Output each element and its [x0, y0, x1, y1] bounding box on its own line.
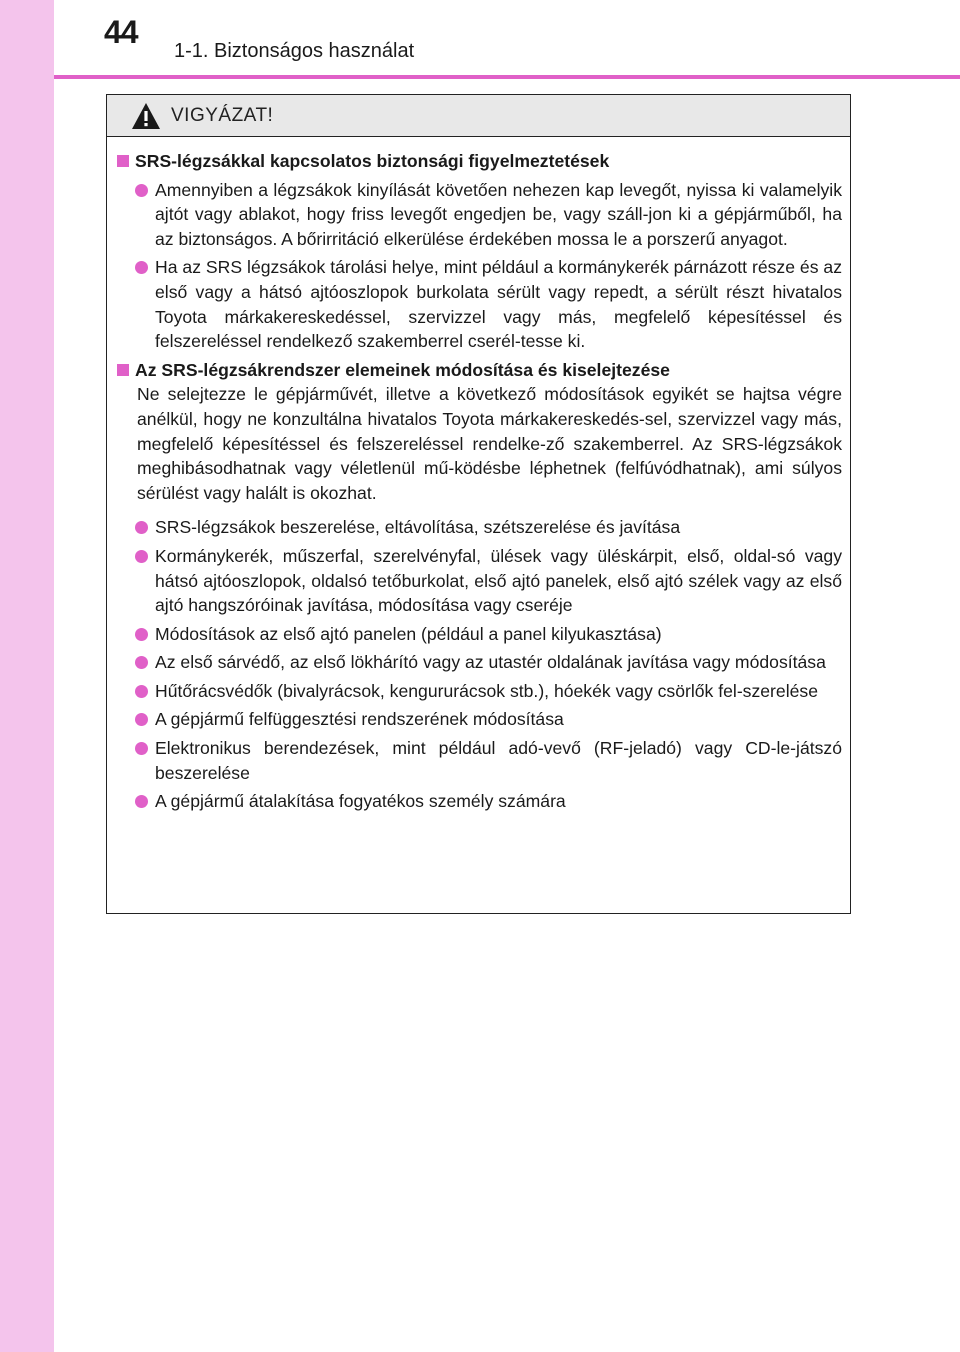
side-color-strip [0, 0, 54, 1352]
circle-bullet-icon [135, 656, 148, 669]
list-item: Elektronikus berendezések, mint például adó-vevő (RF-jeladó) vagy CD-le-játszó beszerelése [117, 736, 842, 785]
circle-bullet-icon [135, 184, 148, 197]
list-item: Amennyiben a légzsákok kinyílását követően nehezen kap levegőt, nyissa ki valamelyik ajtót vagy ablakot, hogy friss levegőt engedjen be, vagy száll-jon ki a gépjárműből, ha az biztonságos. A bőrirritáció elkerülése érdekében mossa le a porszerű anyagot. [117, 178, 842, 252]
intro-paragraph: Ne selejtezze le gépjárművét, illetve a következő módosítások egyikét se hajtsa végre anélkül, hogy ne konzultálna hivatalos Toyota márkakereskedés-sel, szervizzel vagy más, megfelelő képesítéssel és felszereléssel rendelke-ző szakemberrel. Az SRS-légzsákok meghibásodhatnak vagy véletlenül mű-ködésbe léphetnek (felfúvódhatnak), ami súlyos sérülést vagy halált is okozhat. [137, 384, 842, 503]
square-bullet-icon [117, 155, 129, 167]
circle-bullet-icon [135, 795, 148, 808]
list-item: A gépjármű átalakítása fogyatékos személy számára [117, 789, 842, 814]
section-heading: SRS-légzsákkal kapcsolatos biztonsági figyelmeztetések [117, 149, 842, 174]
list-item: Kormánykerék, műszerfal, szerelvényfal, ülések vagy üléskárpit, első, oldal-só vagy hátsó ajtóoszlopok, oldalsó tetőburkolat, első ajtó panelek, első ajtó szélek vagy az első ajtó hangszóróinak javítása, módosítása vagy cseréje [117, 544, 842, 618]
list-item: Az első sárvédő, az első lökhárító vagy az utastér oldalának javítása vagy módosítása [117, 650, 842, 675]
square-bullet-icon [117, 364, 129, 376]
circle-bullet-icon [135, 550, 148, 563]
list-item: Ha az SRS légzsákok tárolási helye, mint például a kormánykerék párnázott része és az első vagy a hátsó ajtóoszlopok burkolata sérült vagy repedt, a sérült részt hivatalos Toyota márkakereskedéssel, szervizzel vagy más, megfelelő képesítéssel és felszereléssel rendelkező szakemberrel cserél-tesse ki. [117, 255, 842, 353]
warning-triangle-icon [131, 102, 161, 130]
section-title: 1-1. Biztonságos használat [174, 40, 415, 62]
page-number: 44 [104, 14, 138, 50]
list-item: Módosítások az első ajtó panelen (például a panel kilyukasztása) [117, 622, 842, 647]
circle-bullet-icon [135, 742, 148, 755]
circle-bullet-icon [135, 521, 148, 534]
list-item: SRS-légzsákok beszerelése, eltávolítása, szétszerelése és javítása [117, 515, 842, 540]
warning-header [107, 95, 850, 137]
header-rule [54, 75, 960, 79]
list-item: A gépjármű felfüggesztési rendszerének módosítása [117, 707, 842, 732]
circle-bullet-icon [135, 261, 148, 274]
warning-box [106, 94, 851, 914]
circle-bullet-icon [135, 685, 148, 698]
warning-content [107, 137, 850, 814]
warning-title: VIGYÁZAT! [171, 104, 274, 126]
circle-bullet-icon [135, 628, 148, 641]
circle-bullet-icon [135, 713, 148, 726]
list-item: Hűtőrácsvédők (bivalyrácsok, kengururácsok stb.), hóekék vagy csörlők fel-szerelése [117, 679, 842, 704]
section-heading: Az SRS-légzsákrendszer elemeinek módosítása és kiselejtezése [117, 358, 842, 383]
